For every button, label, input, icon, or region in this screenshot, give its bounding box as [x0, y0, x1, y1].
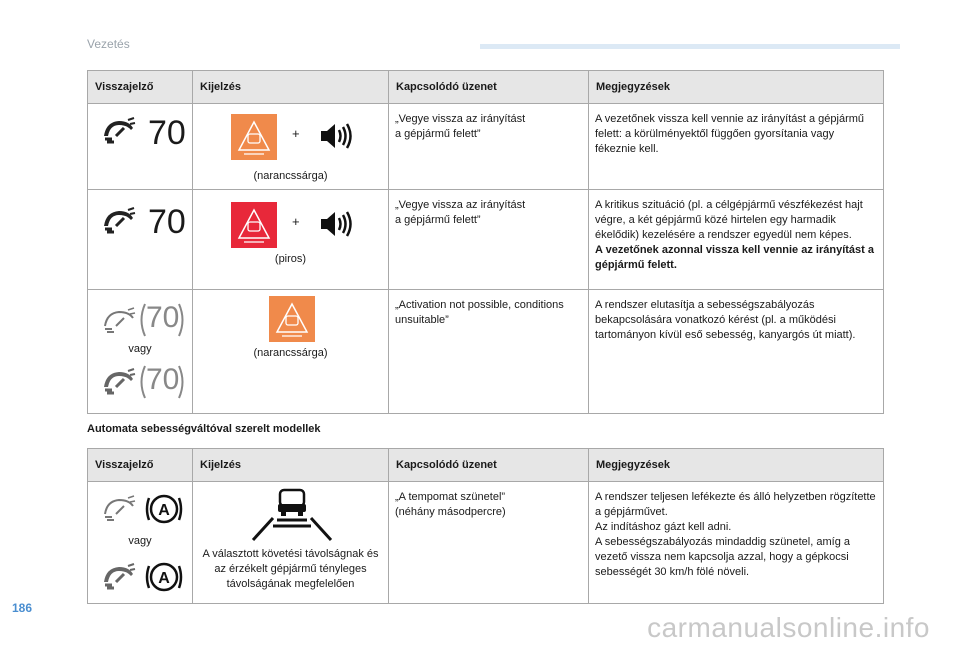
- display-cell: [193, 290, 389, 414]
- message-cell: [389, 482, 589, 604]
- display-cell: [193, 190, 389, 290]
- plus-sign: +: [292, 214, 300, 229]
- display-cell: [193, 482, 389, 604]
- following-distance-icon: [251, 486, 333, 542]
- speed-regulator-outline-icon: [102, 306, 136, 336]
- notes-text: [589, 190, 883, 273]
- indicator-cell: [88, 290, 193, 414]
- col-header-message: Kapcsolódó üzenet: [389, 71, 589, 104]
- table-header-row: [88, 449, 884, 482]
- collision-warning-icon: [231, 114, 277, 160]
- auto-hold-icon: [144, 490, 184, 528]
- table-row: [88, 104, 884, 190]
- col-header-notes: Megjegyzések: [589, 449, 884, 482]
- speed-regulator-grey-icon: [102, 562, 136, 592]
- notes-cell: [589, 290, 884, 414]
- svg-text:A: A: [158, 502, 170, 519]
- collision-warning-icon: [269, 296, 315, 342]
- notes-text: A vezetőnek vissza kell vennie az irányítást a gépjármű felett: a körülményektől függően gyorsítania vagy fékeznie kell.: [595, 113, 865, 155]
- page-number: 186: [12, 601, 33, 615]
- table-automatic-models: [87, 448, 884, 604]
- col-header-indicator: Visszajelző: [88, 449, 193, 482]
- col-header-message: Kapcsolódó üzenet: [389, 449, 589, 482]
- notes-cell: [589, 190, 884, 290]
- notes-text: A rendszer elutasítja a sebességszabályozás bekapcsolására vonatkozó kérést (pl. a működési tartományon kívül eső sebesség, kanyargós út miatt).: [595, 299, 856, 341]
- svg-text:A: A: [158, 570, 170, 587]
- display-caption: (narancssárga): [253, 347, 328, 359]
- related-message: „Vegye vissza az irányítást a gépjármű felett”: [395, 199, 526, 226]
- speed-regulator-icon: [102, 206, 136, 236]
- table-row: [88, 190, 884, 290]
- display-cell: [193, 104, 389, 190]
- notes-text-bold: A vezetőnek azonnal vissza kell vennie az irányítást a gépjármű felett.: [595, 244, 874, 271]
- sound-alert-icon: [319, 208, 355, 240]
- col-header-display: Kijelzés: [193, 449, 389, 482]
- speed-regulator-outline-icon: [102, 494, 136, 524]
- auto-hold-icon: [144, 558, 184, 596]
- sound-alert-icon: [319, 120, 355, 152]
- col-header-notes: Megjegyzések: [589, 71, 884, 104]
- or-label: vagy: [128, 343, 152, 355]
- display-caption: A választott követési távolságnak és az érzékelt gépjármű tényleges távolságának megfelelően: [202, 548, 379, 590]
- header-bar: [480, 44, 900, 49]
- col-header-display: Kijelzés: [193, 71, 389, 104]
- or-label: vagy: [128, 535, 152, 547]
- message-cell: [389, 290, 589, 414]
- related-message: „Activation not possible, conditions unsuitable”: [395, 299, 564, 326]
- watermark: carmanualsonline.info: [647, 612, 930, 643]
- speed-value: 70: [146, 301, 180, 334]
- speed-value: 70: [148, 203, 186, 241]
- speed-value: 70: [148, 114, 186, 152]
- speed-regulator-grey-icon: [102, 367, 136, 397]
- indicator-cell: [88, 104, 193, 190]
- section-title: Automata sebességváltóval szerelt modellek: [87, 423, 321, 435]
- indicator-cell: [88, 482, 193, 604]
- display-caption: (piros): [274, 253, 307, 265]
- table-row: [88, 482, 884, 604]
- notes-cell: [589, 482, 884, 604]
- table-header-row: [88, 71, 884, 104]
- collision-alert-icon: [231, 202, 277, 248]
- message-cell: [389, 190, 589, 290]
- speed-value-alt: 70: [146, 363, 180, 396]
- related-message: „Vegye vissza az irányítást a gépjármű felett”: [395, 113, 526, 140]
- notes-cell: [589, 104, 884, 190]
- table-indicators: [87, 70, 884, 414]
- message-cell: [389, 104, 589, 190]
- display-caption: (narancssárga): [253, 170, 328, 182]
- notes-text-regular: A kritikus szituáció (pl. a célgépjármű vészfékezést hajt végre, a két gépjármű közé hirtelen egy harmadik ékelődik) kezelésére a rendszer egyedül nem képes.: [595, 199, 863, 241]
- indicator-cell: [88, 190, 193, 290]
- plus-sign: +: [292, 126, 300, 141]
- col-header-indicator: Visszajelző: [88, 71, 193, 104]
- section-header: Vezetés: [87, 37, 130, 51]
- notes-text: A rendszer teljesen lefékezte és álló helyzetben rögzítette a gépjárművet. Az indításhoz gázt kell adni. A sebességszabályozás mindaddig szünetel, amíg a vezető vissza nem kapcsolja azzal, hogy a gépkocsi sebességét 30 km/h fölé növeli.: [595, 491, 876, 578]
- table-row: [88, 290, 884, 414]
- speed-regulator-icon: [102, 116, 136, 146]
- related-message: „A tempomat szünetel” (néhány másodpercre): [395, 491, 506, 518]
